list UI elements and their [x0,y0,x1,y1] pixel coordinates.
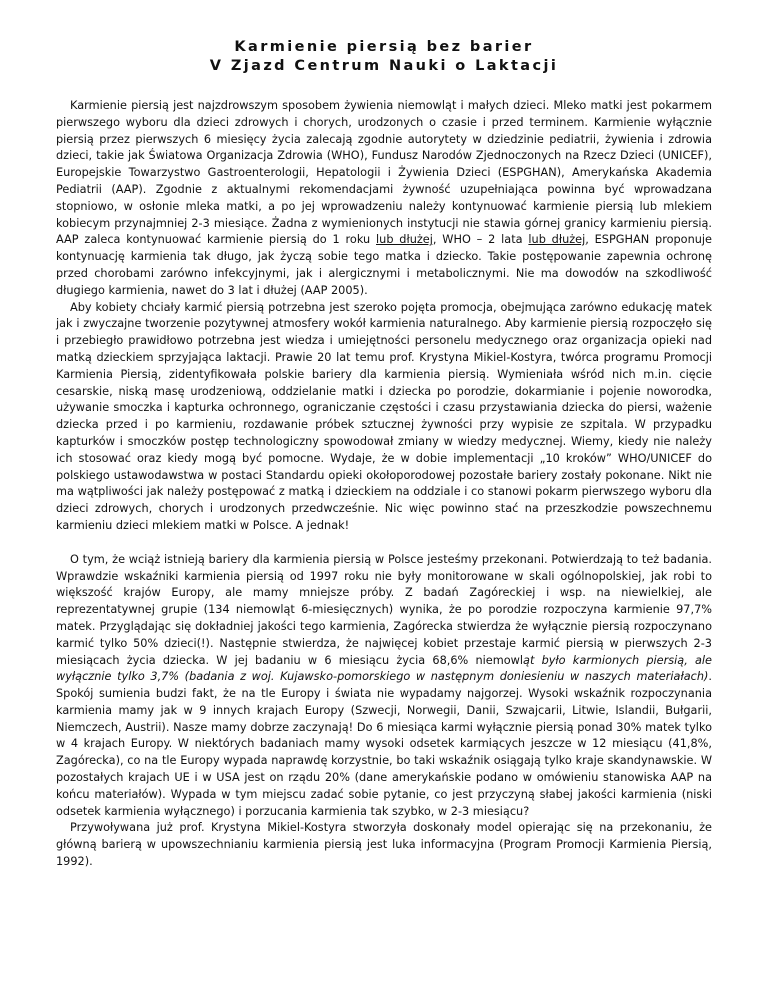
paragraph-3-text-a: O tym, że wciąż istnieją bariery dla karmienia piersią w Polsce jesteśmy przekonani. Potwierdzają to też badania. Wprawdzie wskaźniki karmienia piersią od 1997 roku nie były monitorowane w skali ogólnopolskiej, jak robi to większość krajów Europy, ale mamy mniejsze próby. Z badań Zagóreckiej i wsp. na niewielkiej, ale reprezentatywnej grupie (134 niemowląt 6-miesięcznych) wynika, że po porodzie rozpoczyna karmienie 97,7% matek. Przyglądając się dokładniej jakości tego karmienia, Zagórecka stwierdza że wyłącznie piersią rozpoczynano karmić tylko 50% dzieci(!). Następnie stwierdza, że najwięcej kobiet przestaje karmić piersią w pierwszych 2-3 miesiącach życia dziecka. W jej badaniu w 6 miesiącu życia 68,6% niemowl [56,552,712,667]
underlined-phrase: lub dłużej [376,233,433,247]
paragraph-4: Przywoływana już prof. Krystyna Mikiel-Kostyra stworzyła doskonały model opierając się na przekonaniu, że główną barierą w upowszechnianiu karmienia piersią jest luka informacyjna (Program Promocji Karmienia Piersią, 1992). [56,821,712,869]
paragraph-2: Aby kobiety chciały karmić piersią potrzebna jest szeroko pojęta promocja, obejmująca zarówno edukację matek jak i zwyczajne tworzenie pozytywnej atmosfery wokół karmienia naturalnego. Aby karmienie piersią rozpoczęło się i przebiegło prawidłowo potrzebna jest wiedza i umiejętności personelu medycznego oraz organizacja opieki nad matką dzieckiem sprzyjająca laktacji. Prawie 20 lat temu prof. Krystyna Mikiel-Kostyra, twórca programu Promocji Karmienia Piersią, zidentyfikowała polskie bariery dla karmienia piersią. Wymieniała wśród nich m.in. cięcie cesarskie, niską masę urodzeniową, oddzielanie matki i dziecka po porodzie, dokarmianie i pojenie noworodka, używanie smoczka i kapturka ochronnego, ograniczanie częstości i czasu przystawiania dziecka do piersi, ważenie dziecka przed i po karmieniu, rozdawanie próbek sztucznej żywności przy wypisie ze szpitala. W przypadku kapturków i smoczków postęp technologiczny spowodował zmiany w wiedzy medycznej. Wiemy, kiedy nie należy ich stosować oraz kiedy mogą być pomocne. Wydaje, że w dobie implementacji „10 kroków” WHO/UNICEF do polskiego ustawodawstwa w postaci Standardu opieki okołoporodowej pozostałe bariery zostały pokonane. Nikt nie ma wątpliwości jak należy postępować z matką i dzieckiem na oddziale i co stanowi pokarm pierwszego wyboru dla dzieci zdrowych, chorych i urodzonych przedwcześnie. Nic więc powinno stać na przeszkodzie powszechnemu karmieniu dzieci mlekiem matki w Polsce. A jednak! [56,300,712,532]
paragraph-1-text-b: , WHO – 2 lata [432,233,529,247]
paragraph-1-text-a: Karmienie piersią jest najzdrowszym sposobem żywienia niemowląt i małych dzieci. Mleko matki jest pokarmem pierwszego wyboru dla dzieci zdrowych i chorych, urodzonych o czasie i przed terminem. Karmienie wyłącznie piersią przez pierwszych 6 miesięcy życia zalecają zgodnie autorytety w dziedzinie pediatrii, żywienia i zdrowia dzieci, takie jak Światowa Organizacja Zdrowia (WHO), Fundusz Narodów Zjednoczonych na Rzecz Dzieci (UNICEF), Europejskie Towarzystwo Gastroenterologii, Hepatologii i Żywienia Dzieci (ESPGHAN), Amerykańska Akademia Pediatrii (AAP). Zgodnie z aktualnymi rekomendacjami żywność uzupełniająca powinna być wprowadzana stopniowo, w osłonie mleka matki, a po jej wprowadzeniu należy kontynuować karmienie piersią lub mlekiem kobiecym przynajmniej 2-3 miesiące. Żadna z wymienionych instytucji nie stawia górnej granicy karmieniu piersią. AAP zaleca kontynuować karmienie piersią do 1 roku [56,99,712,247]
title-block [56,38,712,76]
paragraph-1 [56,98,712,300]
document-title: Karmienie piersią bez barier [234,39,534,55]
underlined-phrase: lub dłużej [528,233,586,247]
paragraph-3 [56,552,712,821]
document-subtitle: V Zjazd Centrum Nauki o Laktacji [209,58,559,74]
paragraph-1-text-c: , ESPGHAN proponuje kontynuację karmienia tak długo, jak życzą sobie tego matka i dziecko. Takie postępowanie zapewnia ochronę przed chorobami zarówno infekcyjnymi, jak i alergicznymi i metabolicznymi. Nie ma dowodów na szkodliwość długiego karmienia, nawet do 3 lat i dłużej (AAP 2005). [56,233,713,297]
italic-phrase: ąt było karmionych piersią, ale wyłącznie tylko 3,7% (badania z woj. Kujawsko-pomorskiego w następnym doniesieniu w naszych materiałach) [56,653,713,684]
paragraph-gap [56,535,712,552]
paragraph-3-text-b: . Spokój sumienia budzi fakt, że na tle Europy i świata nie wypadamy najgorzej. Wysoki wskaźnik rozpoczynania karmienia mamy jak w 9 innych krajach Europy (Szwecji, Norwegii, Danii, Szwajcarii, Litwie, Islandii, Bułgarii, Niemczech, Austrii). Nasze mamy dobrze zaczynają! Do 6 miesiąca karmi wyłącznie piersią ponad 30% matek tylko w 4 krajach Europy. W niektórych badaniach mamy wysoki odsetek karmiących jeszcze w 12 miesiącu (41,8%, Zagórecka), co na tle Europy wypada naprawdę korzystnie, bo taki wskaźnik osiągają tylko kraje skandynawskie. W pozostałych krajach UE i w USA jest on rządu 20% (dane amerykańskie podano w omówieniu stanowiska AAP na końcu materiałów). Wypada w tym miejscu zadać sobie pytanie, co jest przyczyną słabej jakości karmienia (niski odsetek karmienia wyłącznego) i porzucania karmienia tak szybko, w 2-3 miesiącu? [56,670,712,818]
